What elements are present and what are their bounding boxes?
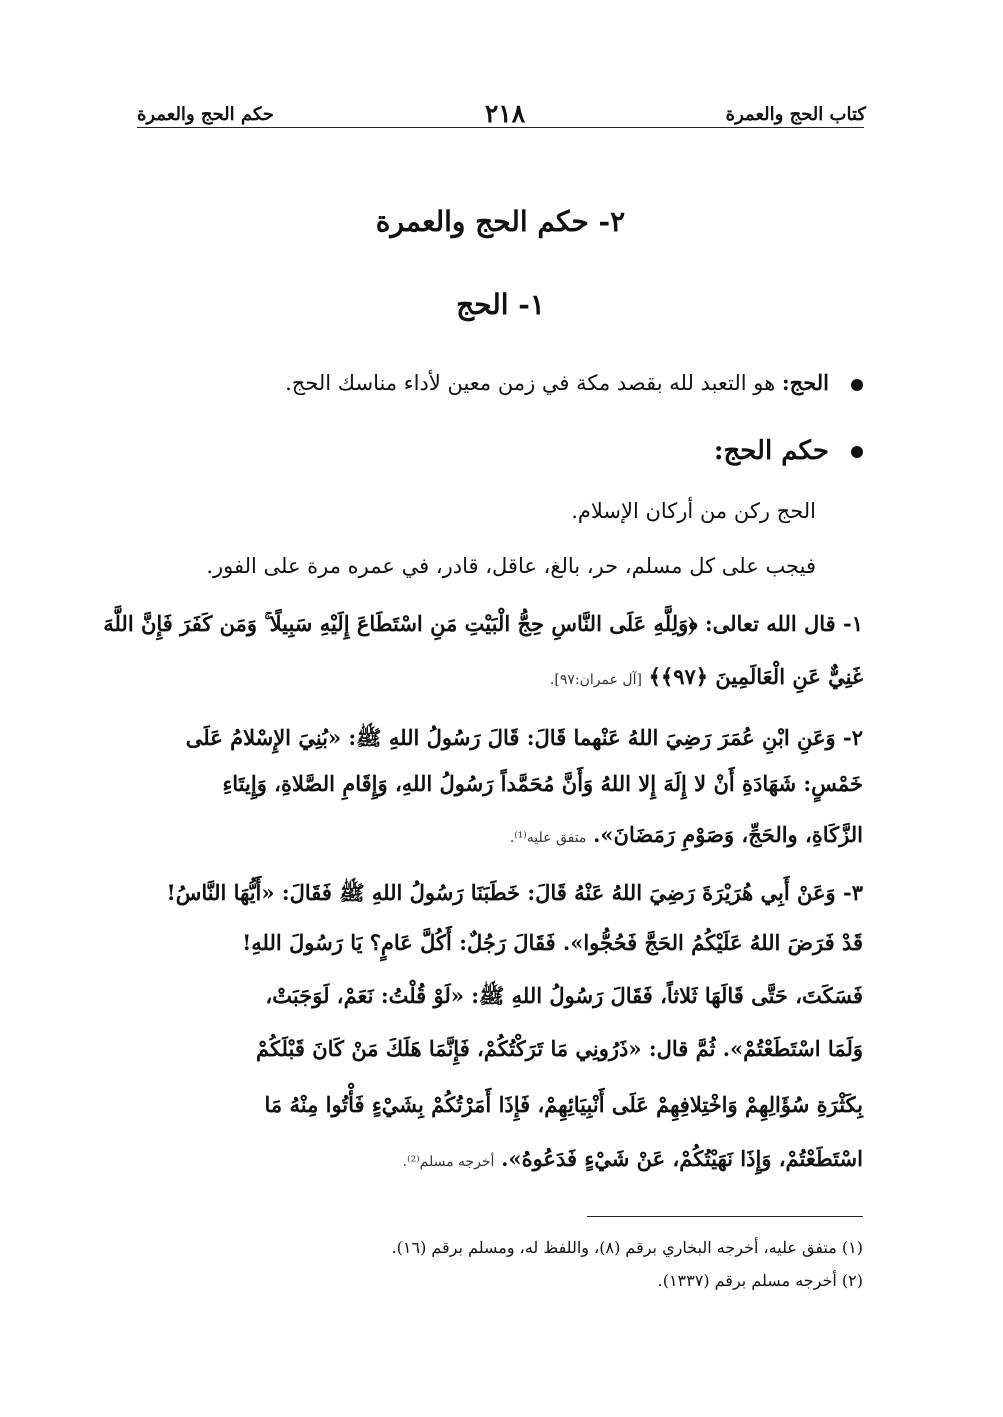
ruling-heading: حكم الحج: [713,436,829,466]
item3-reference: أخرجه مسلم⁽²⁾. [402,1154,495,1170]
item1-line2-row [139,664,863,689]
item3-line4: وَلَمَا اسْتَطَعْتُمْ». ثُمَّ قال: «ذَرُونِي مَا تَرَكْتُكُمْ، فَإِنَّمَا هَلَكَ مَنْ كَانَ قَبْلَكُمْ [255,1036,863,1061]
footnote-divider [587,1216,863,1217]
item3-line2: قَدْ فَرَضَ اللهُ عَلَيْكُمُ الحَجَّ فَحُجُّوا». فَقَالَ رَجُلٌ: أَكُلَّ عَامٍ؟ يَا رَسُولَ اللهِ! [242,930,863,955]
paragraph-obligation: فيجب على كل مسلم، حر، بالغ، عاقل، قادر، في عمره مرة على الفور. [206,554,816,578]
item1-line2: غَنِيٌّ عَنِ الْعَالَمِينَ ﴿٩٧﴾﴾ [648,664,863,689]
footnote-2: (٢) أخرجه مسلم برقم (١٣٣٧). [657,1271,863,1290]
item2-line3-row [139,822,863,847]
section-title: ١- الحج [456,288,545,321]
header-divider [137,127,864,128]
bullet-icon [851,379,863,391]
header-book-title: كتاب الحج والعمرة [725,104,866,125]
item1-line1: ١- قال الله تعالى: ﴿وَلِلَّهِ عَلَى النَّاسِ حِجُّ الْبَيْتِ مَنِ اسْتَطَاعَ إِلَيْهِ سَبِيلًا ۚ وَمَن كَفَرَ فَإِنَّ اللَّهَ [103,611,863,636]
item3-line6-row [139,1146,863,1171]
bullet-icon [851,446,863,458]
item3-line5: بِكَثْرَةِ سُؤَالِهِمْ وَاخْتِلافِهِمْ عَلَى أَنْبِيَائِهِمْ، فَإِذَا أَمَرْتُكُمْ بِشَيْءٍ فَأْتُوا مِنْهُ مَا [264,1092,863,1117]
item2-reference: متفق عليه⁽¹⁾. [509,830,587,846]
definition-text: هو التعبد لله بقصد مكة في زمن معين لأداء مناسك الحج. [285,371,782,395]
item3-line1: ٣- وَعَنْ أَبِي هُرَيْرَةَ رَضِيَ اللهُ عَنْهُ قَالَ: خَطَبَنَا رَسُولُ اللهِ ﷺ فَقَالَ: «أَيُّهَا النَّاسُ! [166,880,863,905]
header-chapter-title: حكم الحج والعمرة [137,104,274,125]
page-number: ٢١٨ [484,99,526,128]
item2-line2: خَمْسٍ: شَهَادَةِ أَنْ لا إِلَهَ إِلا اللهُ وَأَنَّ مُحَمَّداً رَسُولُ اللهِ، وَإِقَامِ الصَّلاةِ، وَإِيتَاءِ [222,771,863,796]
chapter-title: ٢- حكم الحج والعمرة [375,205,626,238]
item2-line1: ٢- وَعَنِ ابْنِ عُمَرَ رَضِيَ اللهُ عَنْهما قَالَ: قَالَ رَسُولُ اللهِ ﷺ: «بُنِيَ الإِسْلامُ عَلَى [185,725,863,750]
item2-line3: الزَّكَاةِ، والحَجِّ، وَصَوْمِ رَمَضَانَ». [593,822,863,847]
item3-line6: اسْتَطَعْتُمْ، وَإِذَا نَهَيْتُكُمْ، عَنْ شَيْءٍ فَدَعُوهُ». [501,1146,863,1171]
definition-term: الحج: [781,370,829,395]
item3-line3: فَسَكَتَ، حَتَّى قَالَهَا ثَلاثاً، فَقَالَ رَسُولُ اللهِ ﷺ: «لَوْ قُلْتُ: نَعَمْ، لَوَجَبَتْ، [265,983,863,1008]
footnote-1: (١) متفق عليه، أخرجه البخاري برقم (٨)، واللفظ له، ومسلم برقم (١٦). [391,1238,863,1257]
paragraph-pillar: الحج ركن من أركان الإسلام. [571,499,816,523]
item1-reference: [آل عمران:٩٧]. [549,672,642,688]
ruling-heading-row [139,436,863,466]
definition-row [139,370,863,395]
